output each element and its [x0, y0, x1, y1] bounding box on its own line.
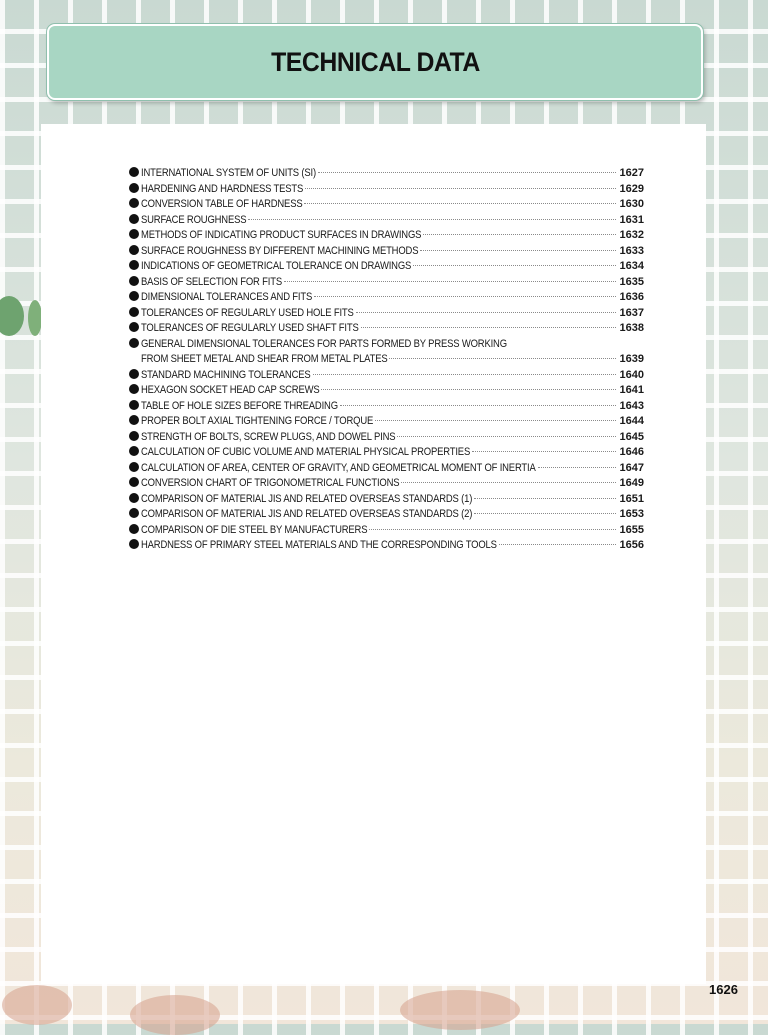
- toc-entry-title: METHODS OF INDICATING PRODUCT SURFACES IN DRAWINGS: [141, 229, 422, 241]
- toc-entry[interactable]: [129, 538, 644, 554]
- bullet-icon: [129, 214, 139, 224]
- toc-entry[interactable]: [129, 492, 644, 508]
- toc-entry[interactable]: [129, 259, 644, 275]
- dot-leader: [314, 296, 616, 297]
- bullet-icon: [129, 400, 139, 410]
- bullet-icon: [129, 167, 139, 177]
- toc-entry-title: TABLE OF HOLE SIZES BEFORE THREADING: [141, 399, 338, 412]
- toc-entry-page: 1632: [619, 229, 644, 241]
- toc-entry-title: CONVERSION CHART OF TRIGONOMETRICAL FUNCTIONS: [141, 477, 400, 489]
- toc-entry-title: INDICATIONS OF GEOMETRICAL TOLERANCE ON DRAWINGS: [141, 260, 412, 272]
- dot-leader: [423, 234, 616, 235]
- decorative-blossom-icon: [400, 990, 520, 1030]
- toc-entry-title: STRENGTH OF BOLTS, SCREW PLUGS, AND DOWEL PINS: [141, 430, 396, 443]
- bullet-icon: [129, 369, 139, 379]
- toc-entry-page: 1629: [619, 182, 644, 195]
- toc-entry-page: 1641: [619, 384, 644, 396]
- toc-entry-title: DIMENSIONAL TOLERANCES AND FITS: [141, 291, 313, 303]
- toc-entry[interactable]: [129, 445, 644, 461]
- decorative-leaf-icon: [28, 300, 42, 336]
- toc-entry-page: 1647: [619, 461, 644, 474]
- toc-entry[interactable]: [129, 523, 644, 539]
- bullet-icon: [129, 245, 139, 255]
- toc-entry-page: 1645: [619, 430, 644, 443]
- toc-entry[interactable]: [129, 461, 644, 477]
- toc-entry-page: 1634: [619, 260, 644, 272]
- decorative-blossom-icon: [2, 985, 72, 1025]
- dot-leader: [361, 327, 616, 328]
- toc-entry[interactable]: [129, 476, 644, 492]
- toc-entry-page: 1643: [619, 399, 644, 412]
- dot-leader: [304, 203, 616, 204]
- toc-entry-title: COMPARISON OF MATERIAL JIS AND RELATED OVERSEAS STANDARDS (2): [141, 508, 473, 520]
- bullet-icon: [129, 260, 139, 270]
- bullet-icon: [129, 322, 139, 332]
- bullet-icon: [129, 415, 139, 425]
- toc-entry[interactable]: [129, 213, 644, 229]
- dot-leader: [413, 265, 616, 266]
- toc-entry-title: HARDENING AND HARDNESS TESTS: [141, 182, 304, 195]
- toc-entry-page: 1630: [619, 198, 644, 210]
- dot-leader: [389, 358, 616, 359]
- toc-entry-page: 1627: [619, 167, 644, 179]
- toc-entry-title: BASIS OF SELECTION FOR FITS: [141, 275, 282, 288]
- toc-entry-title: PROPER BOLT AXIAL TIGHTENING FORCE / TORQUE: [141, 415, 374, 427]
- bullet-icon: [129, 338, 139, 348]
- dot-leader: [401, 482, 616, 483]
- toc-entry-title: SURFACE ROUGHNESS BY DIFFERENT MACHINING METHODS: [141, 244, 419, 257]
- toc-entry-title: HEXAGON SOCKET HEAD CAP SCREWS: [141, 384, 320, 396]
- toc-entry[interactable]: [129, 244, 644, 260]
- bullet-icon: [129, 183, 139, 193]
- toc-entry-page: 1646: [619, 446, 644, 458]
- toc-entry-page: 1638: [619, 322, 644, 334]
- toc-entry[interactable]: [129, 166, 644, 182]
- toc-entry-page: 1649: [619, 477, 644, 489]
- toc-entry[interactable]: [129, 306, 644, 322]
- toc-entry[interactable]: [129, 290, 644, 306]
- toc-entry-title: STANDARD MACHINING TOLERANCES: [141, 368, 311, 381]
- bullet-icon: [129, 508, 139, 518]
- toc-entry[interactable]: [129, 430, 644, 446]
- toc-entry-page: 1651: [619, 492, 644, 505]
- decorative-blossom-icon: [130, 995, 220, 1035]
- toc-entry[interactable]: [129, 228, 644, 244]
- toc-entry-title: CONVERSION TABLE OF HARDNESS: [141, 198, 303, 210]
- toc-entry-page: 1655: [619, 523, 644, 536]
- toc-entry-title-continued: FROM SHEET METAL AND SHEAR FROM METAL PLATES: [141, 353, 388, 365]
- toc-entry-page: 1653: [619, 508, 644, 520]
- bullet-icon: [129, 446, 139, 456]
- toc-entry-page: 1633: [619, 244, 644, 257]
- toc-entry[interactable]: [129, 399, 644, 415]
- toc-entry[interactable]: [129, 197, 644, 213]
- dot-leader: [472, 451, 616, 452]
- toc-entry-page: 1640: [619, 368, 644, 381]
- decorative-leaf-icon: [0, 296, 24, 336]
- bullet-icon: [129, 524, 139, 534]
- page-number: 1626: [709, 982, 738, 997]
- toc-entry-title: INTERNATIONAL SYSTEM OF UNITS (SI): [141, 167, 316, 179]
- toc-entry[interactable]: [129, 275, 644, 291]
- bullet-icon: [129, 539, 139, 549]
- toc-entry-page: 1639: [619, 353, 644, 365]
- toc-entry[interactable]: [129, 414, 644, 430]
- bullet-icon: [129, 431, 139, 441]
- dot-leader: [248, 219, 616, 220]
- toc-entry-title: TOLERANCES OF REGULARLY USED SHAFT FITS: [141, 322, 359, 334]
- page-title: TECHNICAL DATA: [270, 46, 480, 77]
- toc-entry-page: 1636: [619, 291, 644, 303]
- dot-leader: [499, 544, 616, 545]
- toc-entry-page: 1644: [619, 415, 644, 427]
- dot-leader: [340, 405, 616, 406]
- toc-entry[interactable]: [129, 383, 644, 399]
- table-of-contents: [129, 166, 644, 554]
- toc-entry[interactable]: [129, 368, 644, 384]
- toc-entry-title: COMPARISON OF DIE STEEL BY MANUFACTURERS: [141, 523, 368, 536]
- dot-leader: [284, 281, 616, 282]
- bullet-icon: [129, 477, 139, 487]
- dot-leader: [397, 436, 616, 437]
- toc-entry-page: 1637: [619, 306, 644, 319]
- bullet-icon: [129, 493, 139, 503]
- dot-leader: [313, 374, 616, 375]
- dot-leader: [474, 498, 616, 499]
- toc-entry-title: GENERAL DIMENSIONAL TOLERANCES FOR PARTS FORMED BY PRESS WORKING: [141, 337, 507, 350]
- toc-entry-title: SURFACE ROUGHNESS: [141, 213, 247, 226]
- dot-leader: [375, 420, 616, 421]
- bullet-icon: [129, 462, 139, 472]
- toc-entry-title: COMPARISON OF MATERIAL JIS AND RELATED OVERSEAS STANDARDS (1): [141, 492, 473, 505]
- header-banner: [47, 24, 703, 100]
- toc-entry-page: 1635: [619, 275, 644, 288]
- toc-entry[interactable]: [129, 507, 644, 523]
- dot-leader: [369, 529, 616, 530]
- toc-entry-title: CALCULATION OF AREA, CENTER OF GRAVITY, AND GEOMETRICAL MOMENT OF INERTIA: [141, 461, 536, 474]
- toc-entry[interactable]: [129, 182, 644, 198]
- dot-leader: [538, 467, 616, 468]
- bullet-icon: [129, 276, 139, 286]
- bullet-icon: [129, 384, 139, 394]
- toc-entry-page: 1631: [619, 213, 644, 226]
- toc-entry-title: CALCULATION OF CUBIC VOLUME AND MATERIAL PHYSICAL PROPERTIES: [141, 446, 471, 458]
- dot-leader: [420, 250, 616, 251]
- toc-entry-title: TOLERANCES OF REGULARLY USED HOLE FITS: [141, 306, 354, 319]
- dot-leader: [474, 513, 616, 514]
- dot-leader: [305, 188, 616, 189]
- dot-leader: [356, 312, 616, 313]
- toc-entry[interactable]: [129, 337, 644, 368]
- bullet-icon: [129, 307, 139, 317]
- bullet-icon: [129, 198, 139, 208]
- bullet-icon: [129, 229, 139, 239]
- bullet-icon: [129, 291, 139, 301]
- toc-entry-title: HARDNESS OF PRIMARY STEEL MATERIALS AND THE CORRESPONDING TOOLS: [141, 539, 497, 551]
- toc-entry-page: 1656: [619, 539, 644, 551]
- dot-leader: [321, 389, 616, 390]
- dot-leader: [318, 172, 616, 173]
- toc-entry[interactable]: [129, 321, 644, 337]
